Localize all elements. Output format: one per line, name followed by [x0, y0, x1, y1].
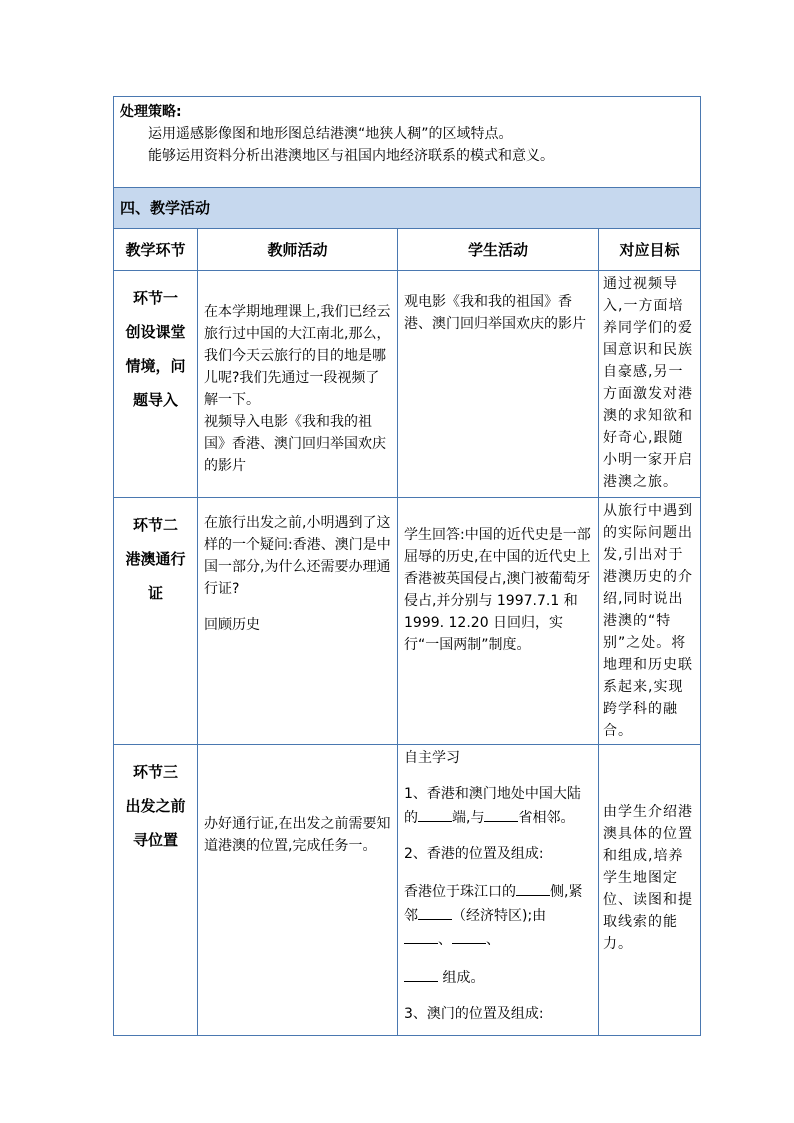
- question-2: 2、香港的位置及组成:: [404, 846, 544, 862]
- strategy-line: 运用遥感影像图和地形图总结港澳“地狭人稠”的区域特点。: [148, 126, 513, 142]
- question-2-body: 香港位于珠江口的 侧,紧邻 （经济特区);由 、 、: [404, 879, 592, 951]
- stage-cell: [114, 498, 198, 745]
- stage-cell: [114, 271, 198, 498]
- stage-label: 情境，问: [125, 357, 186, 375]
- stage-label: 环节一: [132, 289, 178, 307]
- strategy-line: 能够运用资料分析出港澳地区与祖国内地经济联系的模式和意义。: [148, 148, 554, 164]
- teacher-text: 办好通行证,在出发之前需要知道港澳的位置,完成任务一。: [204, 816, 391, 854]
- student-text: 观电影《我和我的祖国》香港、澳门回归举国欢庆的影片: [404, 294, 586, 332]
- teacher-text: 在旅行出发之前,小明遇到了这样的一个疑问:香港、澳门是中国一部分,为什么还需要办理通行证?: [204, 515, 391, 597]
- goal-cell: 由学生介绍港澳具体的位置和组成,培养学生地图定位、读图和提取线索的能力。: [599, 745, 701, 1036]
- stage-label: 港澳通行: [125, 550, 186, 568]
- question-1: 1、香港和澳门地处中国大陆的 端,与 省相邻。: [404, 786, 581, 826]
- goal-cell: 通过视频导入,一方面培养同学们的爱国意识和民族自豪感,另一方面激发对港澳的求知欲和好奇心,跟随小明一家开启港澳之旅。: [599, 271, 701, 498]
- table-row: [114, 271, 701, 498]
- stage-label: 出发之前: [125, 797, 186, 815]
- fill-blank: [404, 927, 438, 944]
- teacher-activity: [198, 498, 398, 745]
- teacher-activity: [198, 745, 398, 1036]
- student-text: 学生回答:中国的近代史是一部屈辱的历史,在中国的近代史上香港被英国侵占,澳门被葡萄牙侵占,并分别与 1997.7.1 和 1999. 12.20 日回归，实行“一国两制”制度。: [404, 527, 591, 653]
- stage-label: 创设课堂: [125, 323, 186, 341]
- stage-label: 题导入: [132, 391, 178, 409]
- student-activity: [398, 498, 599, 745]
- teacher-text: 视频导入电影《我和我的祖国》香港、澳门回归举国欢庆的影片: [204, 414, 386, 474]
- strategy-cell: [114, 97, 701, 188]
- student-activity: [398, 271, 599, 498]
- lesson-plan-document: [113, 96, 700, 1036]
- stage-label: 环节三: [132, 763, 178, 781]
- stage-label: 寻位置: [132, 831, 178, 849]
- teacher-activity: [198, 271, 398, 498]
- fill-blank: [516, 879, 550, 896]
- fill-blank: [484, 805, 518, 822]
- student-text: 自主学习: [404, 750, 460, 766]
- fill-blank: [404, 965, 438, 982]
- fill-blank: [452, 927, 486, 944]
- goal-cell: 从旅行中遇到的实际问题出发,引出对于港澳历史的介绍,同时说出港澳的“特别”之处。将地理和历史联系起来,实现跨学科的融合。: [599, 498, 701, 745]
- header-student: 学生活动: [398, 229, 599, 271]
- strategy-title: 处理策略:: [120, 104, 182, 120]
- teacher-text: 回顾历史: [204, 617, 260, 633]
- question-3: 3、澳门的位置及组成:: [404, 1006, 544, 1022]
- stage-label: 环节二: [132, 516, 178, 534]
- fill-blank: [418, 805, 452, 822]
- stage-cell: [114, 745, 198, 1036]
- student-activity: [398, 745, 599, 1036]
- fill-blank: [418, 903, 452, 920]
- table-row: [114, 745, 701, 1036]
- header-teacher: 教师活动: [198, 229, 398, 271]
- header-stage: 教学环节: [114, 229, 198, 271]
- lesson-table: [113, 96, 701, 1036]
- teacher-text: 在本学期地理课上,我们已经云旅行过中国的大江南北,那么，我们今天云旅行的目的地是哪儿呢?我们先通过一段视频了解一下。: [204, 304, 391, 408]
- header-goal: 对应目标: [599, 229, 701, 271]
- stage-label: 证: [147, 584, 163, 602]
- question-2-end: 组成。: [404, 965, 592, 989]
- table-row: [114, 498, 701, 745]
- section-title: 四、教学活动: [114, 188, 701, 229]
